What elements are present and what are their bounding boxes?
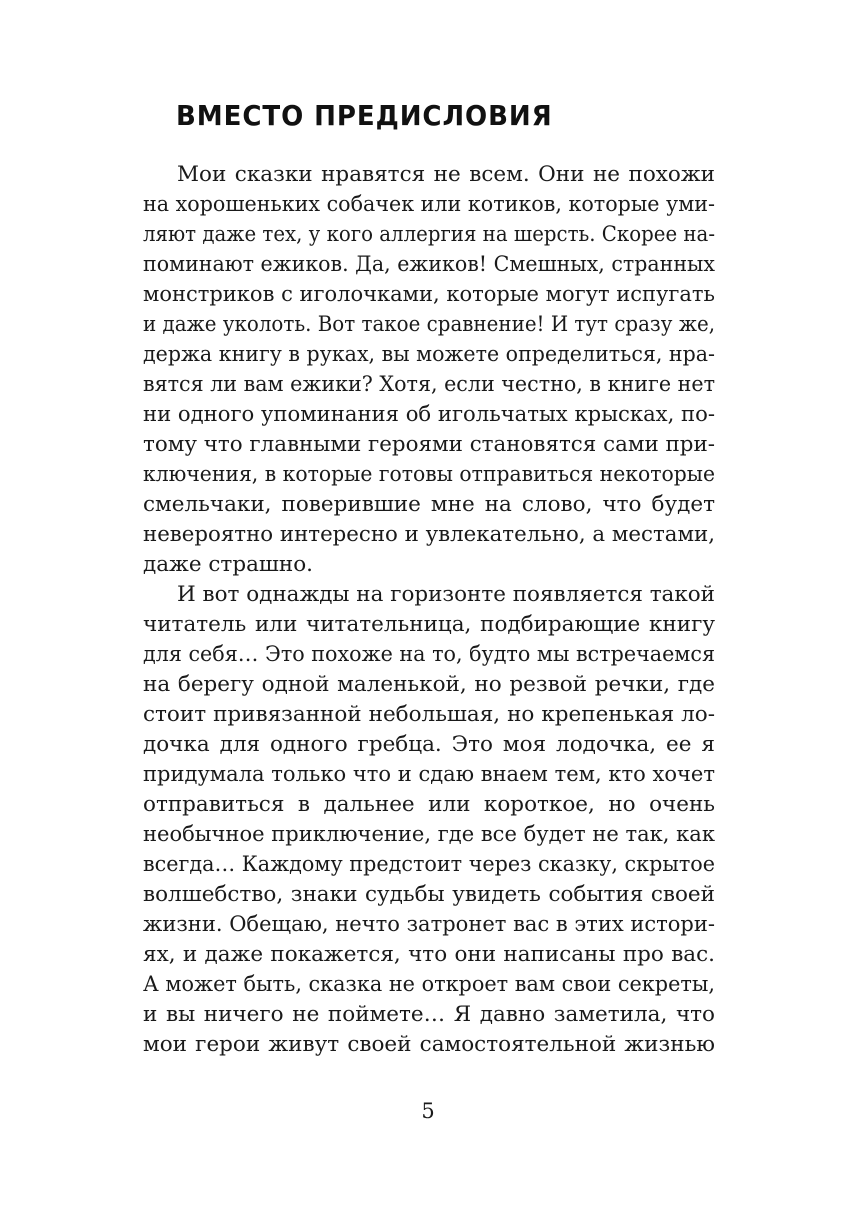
text-line: для себя… Это похоже на то, будто мы встречаемся (143, 642, 715, 667)
text-line: смельчаки, поверившие мне на слово, что будет (143, 492, 715, 517)
text-line: ключения, в которые готовы отправиться некоторые (143, 462, 715, 487)
text-line: ни одного упоминания об игольчатых крысках, по- (143, 402, 715, 427)
text-line: волшебство, знаки судьбы увидеть события своей (143, 882, 715, 907)
text-line: мои герои живут своей самостоятельной жизнью (143, 1032, 715, 1057)
text-line: придумала только что и сдаю внаем тем, кто хочет (143, 762, 715, 787)
text-line: тому что главными героями становятся сами при- (143, 432, 715, 457)
text-line: на хорошеньких собачек или котиков, которые уми- (143, 192, 715, 217)
text-line: стоит привязанной небольшая, но крепенькая ло- (143, 702, 715, 727)
text-line: жизни. Обещаю, нечто затронет вас в этих истори- (143, 912, 715, 937)
page-number: 5 (421, 1099, 435, 1123)
text-line: и вы ничего не поймете… Я давно заметила, что (143, 1002, 715, 1027)
text-line: невероятно интересно и увлекательно, а местами, (143, 522, 715, 547)
text-line: дочка для одного гребца. Это моя лодочка, ее я (143, 732, 715, 757)
text-line: даже страшно. (143, 552, 314, 577)
text-line: необычное приключение, где все будет не так, как (143, 822, 715, 847)
text-line: держа книгу в руках, вы можете определиться, нра- (143, 342, 715, 367)
text-line: И вот однажды на горизонте появляется такой (177, 582, 715, 607)
text-line: А может быть, сказка не откроет вам свои секреты, (143, 972, 715, 997)
text-line: на берегу одной маленькой, но резвой речки, где (143, 672, 715, 697)
text-line: отправиться в дальнее или короткое, но очень (143, 792, 715, 817)
text-line: Мои сказки нравятся не всем. Они не похожи (177, 162, 715, 187)
text-line: всегда… Каждому предстоит через сказку, скрытое (143, 852, 715, 877)
chapter-title: ВМЕСТО ПРЕДИСЛОВИЯ (176, 99, 553, 132)
text-line: ях, и даже покажется, что они написаны про вас. (143, 942, 715, 967)
text-line: поминают ежиков. Да, ежиков! Смешных, странных (143, 252, 715, 277)
text-line: и даже уколоть. Вот такое сравнение! И тут сразу же, (143, 312, 715, 337)
text-line: читатель или читательница, подбирающие книгу (143, 612, 715, 637)
text-line: монстриков с иголочками, которые могут испугать (143, 282, 715, 307)
text-line: вятся ли вам ежики? Хотя, если честно, в книге нет (143, 372, 715, 397)
body-text (143, 160, 715, 1060)
text-line: ляют даже тех, у кого аллергия на шерсть. Скорее на- (143, 222, 715, 247)
